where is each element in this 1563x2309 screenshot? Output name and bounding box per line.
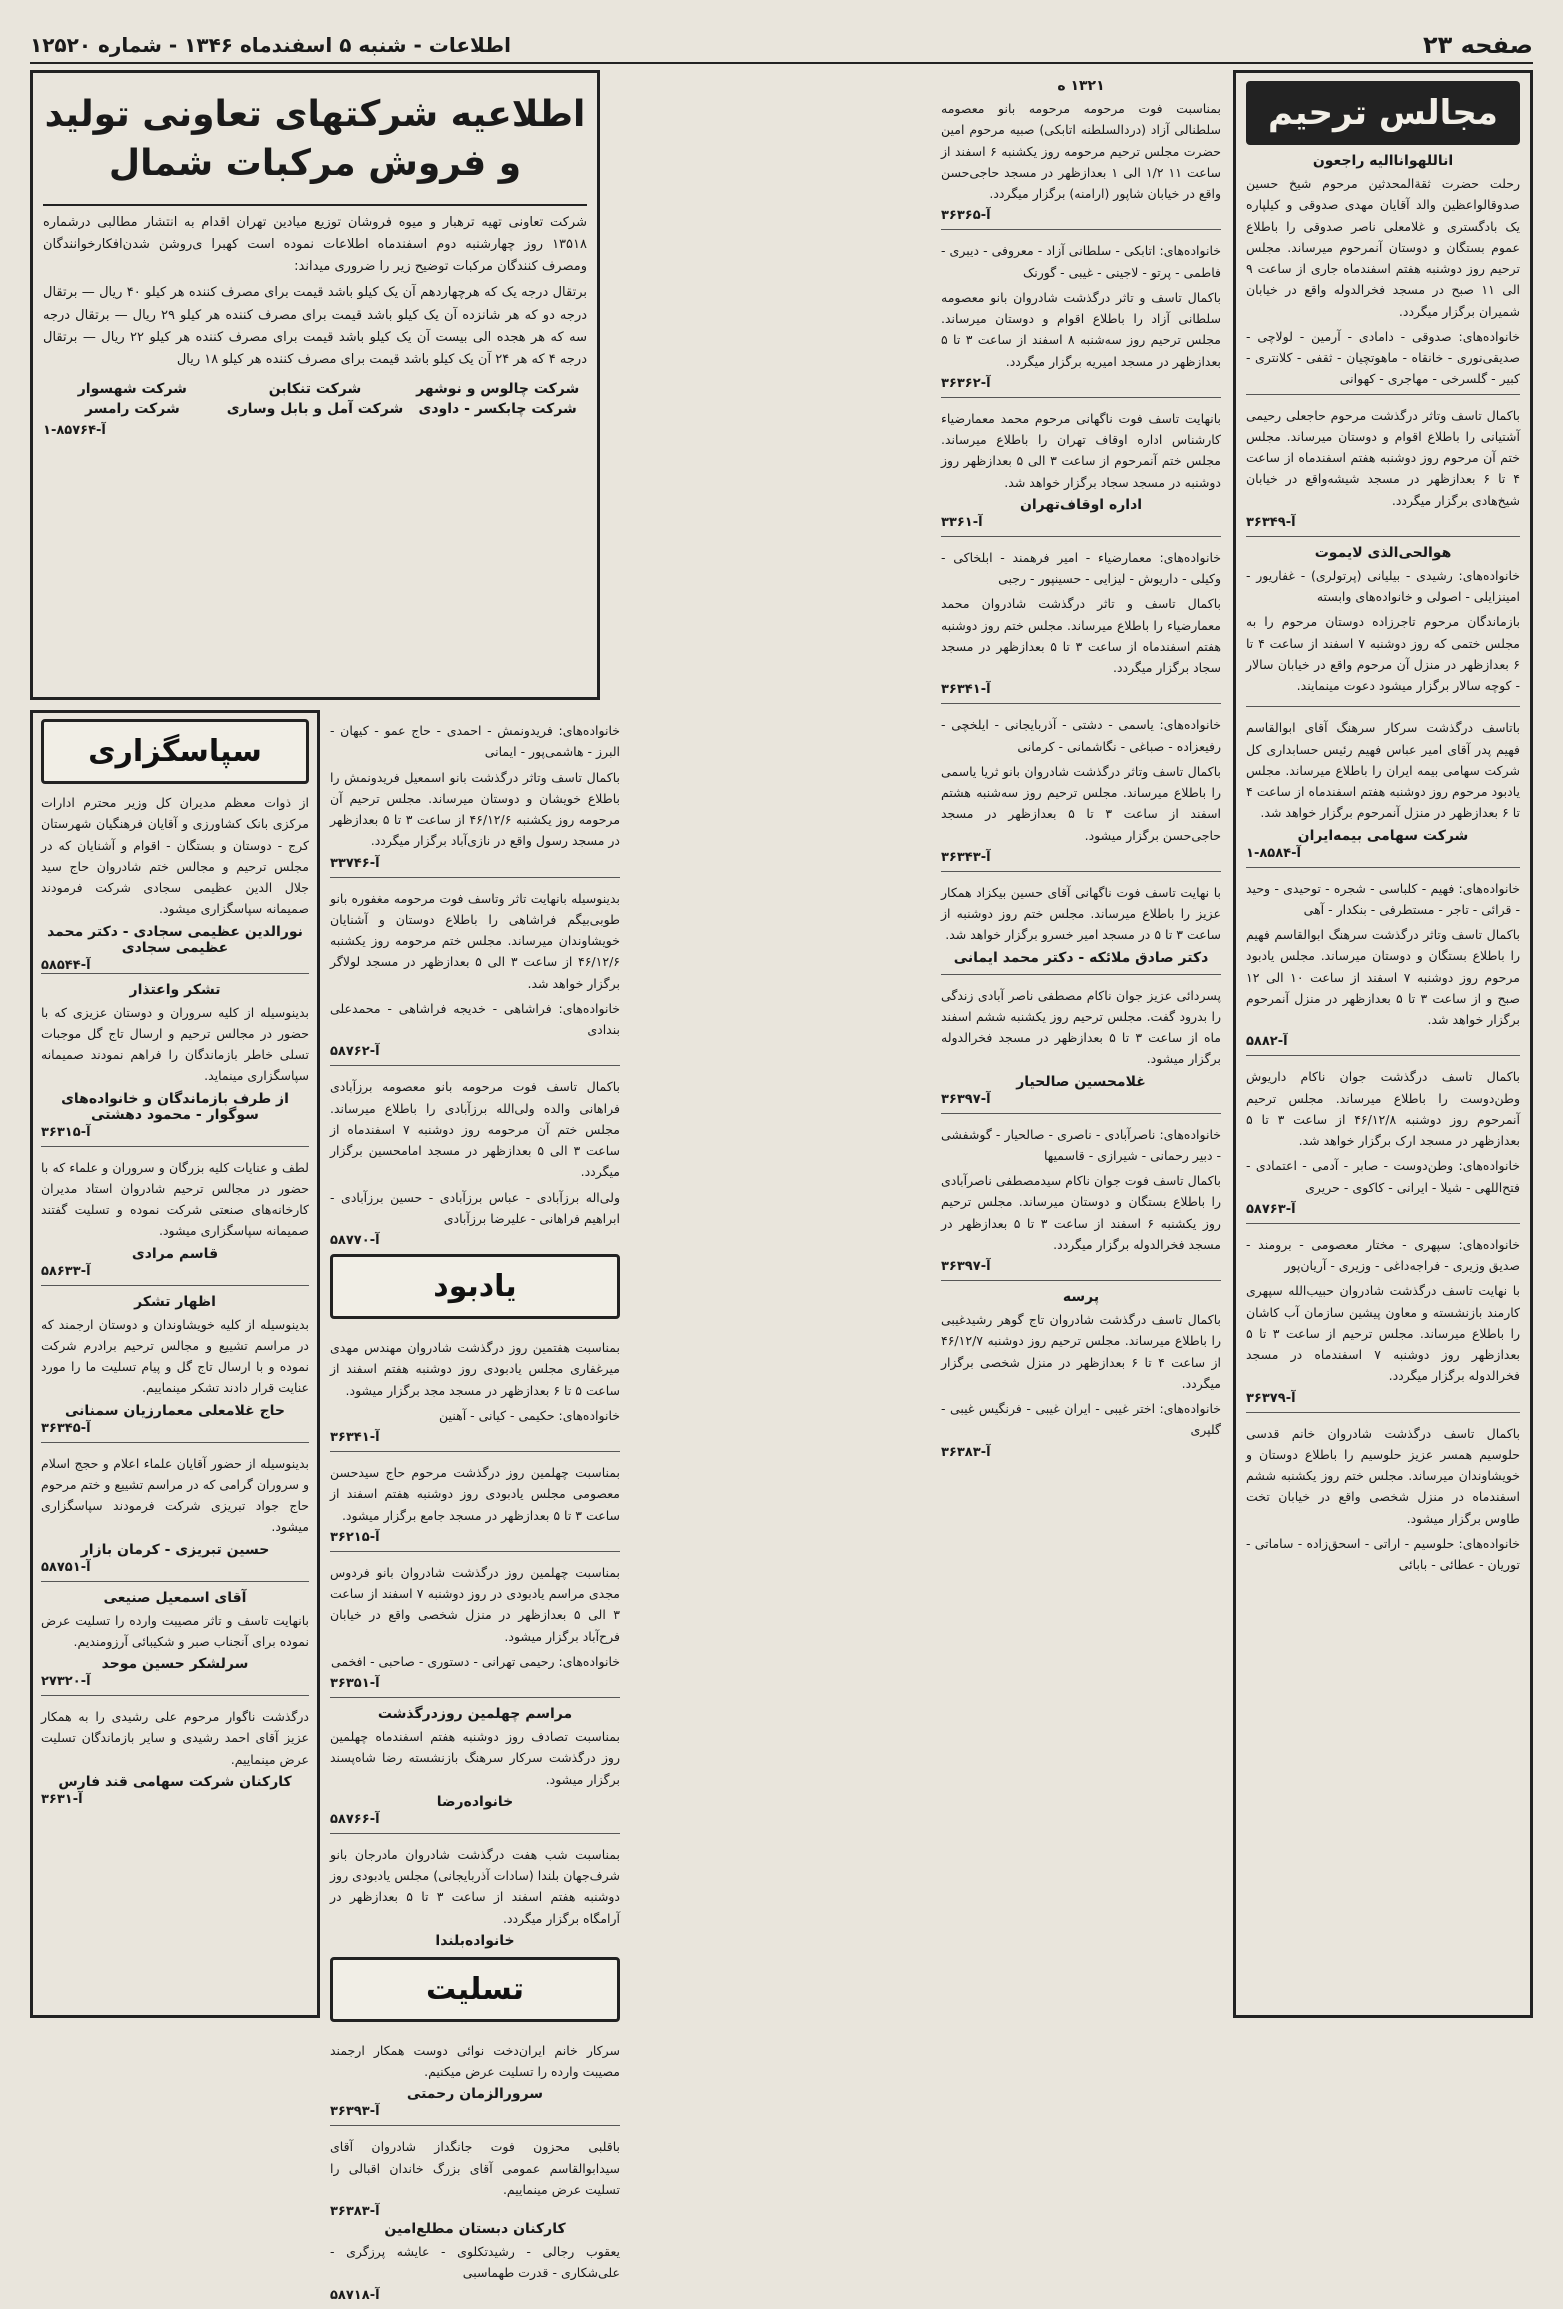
notice-text: باکمال تاسف و تاثر درگذشت شادروان بانو معصومه سلطانی آزاد را باطلاع اقوام و دوستان میرساند. مجلس ترحیم روز سه‌شنبه ۸ اسفند از ساعت ۳ تا ۵ بعدازظهر در مسجد امیریه برگزار میگردد.	[941, 289, 1221, 369]
memorial-notice	[330, 1833, 620, 1957]
thanks-text: درگذشت ناگوار مرحوم علی رشیدی را به همکار عزیز آقای احمد رشیدی و سایر بازماندگان تسلیت عرض مینماییم.	[41, 1709, 309, 1767]
memorial-text: بمناسبت شب هفت درگذشت شادروان مادرجان بانو شرف‌جهان بلندا (سادات آذربایجانی) مجلس یادبودی روز دوشنبه هفتم اسفند از ساعت ۳ تا ۵ بعدازظهر در آرامگاه برگزار میگردد.	[330, 1846, 620, 1926]
notice-families: خانواده‌های: حلوسیم - اراتی - اسحق‌زاده - ساماتی - توریان - عطائی - بابائی	[1246, 1535, 1520, 1572]
notice	[941, 703, 1221, 871]
condolence-code: آ-۵۸۷۱۸	[330, 2287, 380, 2303]
thanks-box	[30, 710, 320, 2018]
memorial-signature: خانواده‌بلندا	[435, 1932, 515, 1949]
thanks-signature: از طرف بازماندگان و خانواده‌های سوگوار - محمود دهشتی	[61, 1090, 289, 1123]
notice-text: بمناسبت فوت مرحومه مرحومه بانو معصومه سلطنالی آزاد (دردالسلطنه اتابکی) صبیه مرحوم امین حضرت مجلس ترحیم مرحومه روز یکشنبه ۶ اسفند از ساعت ۱۱ ۱/۲ الی ۱ بعدازظهر در مسجد حاجی‌حسن واقع در خیابان شاپور (ارامنه) برگزار میگردد.	[941, 101, 1221, 201]
notice-text: باکمال تاسف وتاثر درگذشت سرهنگ ابوالقاسم فهیم را باطلاع بستگان و دوستان میرساند. مجلس یادبود مرحوم روز دوشنبه ۷ اسفند از ساعت ۱۰ الی ۱۲ صبح و از ساعت ۳ تا ۵ بعدازظهر در منزل آنمرحوم برگزار خواهد شد.	[1246, 927, 1520, 1027]
notice-text: باکمال تاسف درگذشت شادروان خانم قدسی حلوسیم همسر عزیز حلوسیم را باطلاع دوستان و خویشاوندان میرساند. مجلس ختم روز یکشنبه ششم اسفندماه در منزل شخصی واقع در خیابان تخت طاوس برگزار میشود.	[1246, 1425, 1520, 1526]
notice-families: خانواده‌های: رشیدی - بیلیانی (پرتولری) - غفاریور - امینزایلی - اصولی و خانواده‌های وابسته	[1246, 567, 1520, 604]
notice-code: آ-۳۶۳۴۱	[941, 682, 991, 698]
thanks-text: لطف و عنایات کلیه بزرگان و سروران و علماء که با حضور در مجالس ترحیم شادروان استاد مدیران کارخانه‌های صنعتی شرکت نموده و تسلیت گفتند صمیمانه سپاسگزاری میشود.	[41, 1159, 309, 1239]
notice	[1246, 867, 1520, 1056]
thanks-signature: حاج غلامعلی معمارزیان سمنانی	[64, 1402, 286, 1419]
notice-code: آ-۵۸۸۲	[1246, 1034, 1288, 1050]
notice-text: بازماندگان مرحوم تاجرزاده دوستان مرحوم را به مجلس ختمی که روز دوشنبه ۷ اسفند از ساعت ۴ تا ۶ بعدازظهر در منزل آن مرحوم واقع در خیابان سالار - کوچه سالار برگزار میشود دعوت مینمایند.	[1246, 614, 1521, 693]
ad-title: اطلاعیه شرکتهای تعاونی تولید و فروش مرکبات شمال	[44, 94, 586, 184]
notice-families: خانواده‌های: فهیم - کلباسی - شجره - توحیدی - وحید - قرائی - تاجر - مستطرفی - بنکدار - آهی	[1246, 880, 1520, 917]
thanks-signature: حسین تبریزی - کرمان بازار	[80, 1541, 270, 1558]
notice-text: باکمال تاسف و تاثر درگذشت شادروان محمد معمارضیاء را باطلاع میرساند. مجلس ختم روز دوشنبه هفتم اسفندماه از ساعت ۳ تا ۵ بعدازظهر در مسجد سجاد برگزار میگردد.	[941, 596, 1221, 675]
notice-text: بانهایت تاسف فوت ناگهانی مرحوم محمد معمارضیاء کارشناس اداره اوقاف تهران را باطلاع میرساند. مجلس ختم آنمرحوم از ساعت ۳ الی ۵ بعدازظهر روز دوشنبه در مسجد سجاد برگزار خواهد شد.	[941, 410, 1221, 490]
thanks-heading: تشکر واعتذار	[129, 981, 221, 998]
memorial-text: بمناسبت چهلمین روز درگذشت شادروان بانو فردوس مجدی مراسم یادبودی در روز دوشنبه ۷ اسفند از ساعت ۳ الی ۵ بعدازظهر در منزل شخصی واقع در خیابان فرح‌آباد برگزار میشود.	[330, 1564, 620, 1644]
ad-prices: برتقال درجه یک که هرچهاردهم آن یک کیلو باشد قیمت برای مصرف کننده هر کیلو ۴۰ ریال — برتقال درجه دو که هر شانزده آن یک کیلو باشد قیمت برای مصرف کننده هر کیلو ۲۹ ریال — برتقال درجه سه که هر هجده الی بیست آن یک کیلو باشد قیمت برای مصرف کننده هر کیلو ۲۲ ریال — برتقال درجه ۴ که هر ۲۴ آن یک کیلو باشد قیمت برای مصرف کننده هر کیلو ۱۸ ریال	[43, 285, 588, 367]
memorial-code: آ-۳۶۲۱۵	[330, 1529, 380, 1545]
notice-text: با نهایت تاسف فوت ناگهانی آقای حسین بیکزاد همکار عزیز را باطلاع میرساند. مجلس ختم روز دوشنبه از ساعت ۳ تا ۵ در مسجد امیر خسرو برگزار خواهد شد.	[941, 884, 1221, 943]
thanks-code: آ-۳۶۳۴۵	[41, 1420, 91, 1436]
notice	[1246, 536, 1520, 707]
notice-signature: دکتر صادق ملائکه - دکتر محمد ایمانی	[953, 949, 1209, 966]
memorial-notice	[330, 1451, 620, 1551]
thanks-signature: سرلشکر حسین موحد	[101, 1656, 249, 1672]
notice-signature: غلامحسین صالحیار	[1016, 1073, 1146, 1090]
masthead: اطلاعات - شنبه ۵ اسفندماه ۱۳۴۶ - شماره ۱۲۵۲۰	[30, 33, 511, 57]
notice	[330, 877, 620, 1066]
notice-families: خانواده‌های: ناصرآبادی - ناصری - صالحیار - گوشفشی - دبیر رحمانی - شیرازی - قاسمیها	[941, 1126, 1221, 1163]
memorial-notice	[330, 1327, 620, 1451]
condolence-text: سرکار خانم ایران‌دخت نوائی دوست همکار ارجمند مصیبت وارده را تسلیت عرض میکنیم.	[330, 2042, 620, 2079]
notice	[1246, 394, 1520, 536]
memorial-notice	[330, 1697, 620, 1833]
ad-signature: شرکت رامسر	[84, 400, 180, 417]
notice-code: آ-۳۶۳۷۹	[1246, 1390, 1296, 1406]
memorial-text: بمناسبت هفتمین روز درگذشت شادروان مهندس مهدی میرغفاری مجلس یادبودی روز دوشنبه هفتم اسفند از ساعت ۵ تا ۶ بعدازظهر در مسجد مجد برگزار میشود.	[330, 1340, 620, 1398]
notice-text: باکمال تاسف درگذشت شادروان تاج گوهر رشیدغیبی را باطلاع میرساند. مجلس ترحیم روز دوشنبه ۴۶/۱۲/۷ از ساعت ۴ تا ۶ بعدازظهر در منزل شخصی برگزار میگردد.	[941, 1312, 1221, 1391]
memorial-code: آ-۵۸۷۶۶	[330, 1811, 380, 1827]
notice-code: آ-۳۶۳۹۷	[941, 1091, 991, 1107]
thanks-code: آ-۵۸۶۳۳	[41, 1263, 91, 1279]
notice	[1246, 1412, 1520, 1586]
thanks-notice	[41, 1146, 309, 1285]
thanks-code: آ-۳۶۳۱	[41, 1791, 83, 1807]
notice	[330, 1065, 620, 1254]
notice-code: آ-۳۶۳۴۳	[941, 849, 991, 865]
memorial-text: بمناسبت چهلمین روز درگذشت مرحوم حاج سیدحسن معصومی مجلس یادبودی روز دوشنبه هفتم اسفند از ساعت ۳ تا ۵ بعدازظهر در مسجد جامع برگزار میشود.	[330, 1465, 620, 1523]
notice-families: خانواده‌های: اتابکی - سلطانی آزاد - معروفی - دیبری - فاطمی - پرتو - لاجینی - غیبی - گورنک	[941, 243, 1221, 280]
notice-families: خانواده‌های: اختر غیبی - ایران غیبی - فرنگیس غیبی - گلپری	[941, 1401, 1221, 1438]
memorial-families: خانواده‌های: حکیمی - کیانی - آهنین	[439, 1407, 620, 1423]
notice-heading: اناللهوانااليه راجعون	[1312, 153, 1454, 169]
thanks-heading: اظهار تشکر	[134, 1293, 216, 1310]
ad-signature: شرکت شهسوار	[77, 380, 187, 397]
thanks-code: آ-۲۷۳۲۰	[41, 1674, 91, 1689]
notice-text: پسردائی عزیز جوان ناکام مصطفی ناصر آبادی زندگی را بدرود گفت. مجلس ترحیم روز یکشنبه ششم اسفند ماه از ساعت ۳ تا ۵ بعدازظهر در مسجد فخرالدوله برگزار میشود.	[941, 987, 1222, 1067]
notice-code: آ-۳۶۳۶۵	[941, 208, 991, 224]
notice-families: خانواده‌های: فریدونمش - احمدی - حاج عمو - کیهان - البرز - هاشمی‌پور - ایمانی	[330, 723, 620, 760]
condolence-notice	[330, 2125, 620, 2308]
condolence-code: آ-۳۶۳۹۳	[330, 2104, 380, 2120]
notice	[941, 397, 1221, 536]
thanks-notice	[41, 1285, 309, 1442]
condolence-notice	[330, 2030, 620, 2126]
notice-signature: شرکت سهامی بیمه‌ایران	[1297, 827, 1469, 844]
condolence-text: باقلبی محزون فوت جانگداز شادروان آقای سیدابوالقاسم عمومی آقای بزرگ خاندان اقبالی را تسلیت عرض مینماییم.	[330, 2139, 620, 2197]
notice-code: آ-۳۶۳۶۲	[941, 375, 991, 391]
thanks-signature: کارکنان شرکت سهامی قند فارس	[58, 1773, 292, 1790]
notice-text: با نهایت تاسف درگذشت شادروان حبیب‌الله سپهری کارمند بازنشسته و معاون پیشین سازمان آب کاشان را باطلاع میرساند. مجلس ترحیم از ساعت ۳ تا ۵ بعدازظهر روز دوشنبه ۷ اسفندماه در مسجد فخرالدوله برگزار میگردد.	[1246, 1283, 1520, 1384]
ad-signature: شرکت تنکابن	[268, 380, 362, 397]
notice	[941, 1113, 1221, 1281]
notice-families: خانواده‌های: سپهری - مختار معصومی - برومند - صدیق وزیری - فراجه‌داغی - وزیری - آریان‌پور	[1246, 1236, 1520, 1273]
notice-signature: اداره اوقاف‌تهران	[1019, 496, 1143, 513]
notice-code: آ-۳۶۳۴۹	[1246, 514, 1296, 530]
thanks-signature: نورالدین عظیمی سجادی - دکتر محمد عظیمی سجادی	[47, 923, 303, 956]
column-left	[30, 710, 320, 2018]
thanks-text: بدینوسیله از حضور آقایان علماء اعلام و حجج اسلام و سروران گرامی که در مراسم تشییع و ختم مرحوم حاج جواد تبریزی شرکت فرمودند سپاسگزاری میشود.	[41, 1455, 309, 1535]
thanks-text: از ذوات معظم مدیران کل وزیر محترم ادارات مرکزی بانک کشاورزی و آقایان فرهنگیان شهرستان کرج - دوستان و بستگان - اقوام و آشنایان که در مجلس ترحیم و مجالس ختم شادروان حاج سید جلال الدین عظیمی سجادی شرکت فرمودند صمیمانه سپاسگزاری میشود.	[41, 795, 309, 917]
section-banner-yadbood: یادبود	[330, 1254, 620, 1319]
notice-text: باکمال تاسف فوت مرحومه بانو معصومه برزآبادی فراهانی والده ولی‌الله برزآبادی را باطلاع میرساند. مجلس ختم آن مرحومه روز دوشنبه ۷ اسفندماه از ساعت ۳ الی ۵ بعدازظهر در مسجد امامحسین برگزار میگردد.	[330, 1079, 621, 1180]
memorial-signature: خانواده‌رضا	[436, 1793, 514, 1810]
notice-code: آ-۳۳۷۴۶	[330, 855, 380, 871]
notice-families: خانواده‌های: یاسمی - دشتی - آذربایجانی - ایلخچی - رفیعزاده - صباغی - نگاشمانی - کرمانی	[941, 717, 1221, 754]
notice-code: آ-۵۸۷۶۲	[330, 1044, 380, 1060]
notice	[941, 974, 1221, 1113]
thanks-notice	[41, 1695, 309, 1813]
thanks-text: بانهایت تاسف و تاثر مصیبت وارده را تسلیت عرض نموده برای آنجناب صبر و شکیبائی آرزومندیم.	[41, 1612, 309, 1649]
notice-families: خانواده‌های: فراشاهی - خدیجه فراشاهی - محمدعلی بندادی	[330, 1000, 620, 1037]
notice-code: آ-۵۸۷۷۰	[330, 1233, 380, 1248]
memorial-notice	[330, 1551, 620, 1697]
thanks-notice	[41, 1581, 309, 1696]
condolence-code: آ-۳۶۳۸۳	[330, 2204, 380, 2219]
notice	[941, 1280, 1221, 1466]
notice-families: خانواده‌های: صدوقی - دامادی - آرمین - لولاچی - صدیقی‌نوری - خانقاه - ماهوتچیان - ثقفی - کلانتری - کبیر - گلسرخی - مهاجری - کهوانی	[1246, 328, 1520, 387]
thanks-code: آ-۳۶۳۱۵	[41, 1124, 91, 1140]
notice-text: باکمال تاسف وتاثر درگذشت شادروان بانو ثریا یاسمی را باطلاع میرساند. مجلس ترحیم روز سه‌شنبه هشتم اسفند از ساعت ۳ تا ۵ بعدازظهر در مسجد حاجی‌حسن برگزار میشود.	[941, 763, 1221, 843]
section-banner-sepasgozari: سپاسگزاری	[41, 719, 309, 784]
notice-heading: پرسه	[1062, 1289, 1100, 1305]
page-header	[30, 28, 1533, 64]
ad-code: آ-۸۵۷۶۴-۱	[43, 422, 106, 438]
memorial-code: آ-۳۶۳۵۱	[330, 1676, 380, 1691]
notice-text: باکمال تاسف وتاثر درگذشت بانو اسمعیل فریدونمش را باطلاع خویشان و دوستان میرساند. مجلس ترحیم آن مرحومه روز یکشنبه ۴۶/۱۲/۶ از ساعت ۳ تا ۵ بعدازظهر در مسجد رسول واقع در نازی‌آباد برگزار میگردد.	[330, 769, 621, 849]
section-banner-tasliyat: تسلیت	[330, 1957, 620, 2022]
condolence-names: یعقوب رجالی - رشیدتکلوی - عایشه پرزگری - علی‌شکاری - قدرت طهماسبی	[330, 2244, 620, 2281]
column-mid-right	[941, 70, 1221, 2018]
thanks-code: آ-۵۸۵۴۴	[41, 957, 91, 973]
notice-families: خانواده‌های: وطن‌دوست - صابر - آدمی - اعتمادی - فتح‌اللهی - شیلا - ایرانی - کاکوی - حریری	[1246, 1158, 1520, 1195]
notice-families: خانواده‌های: معمارضیاء - امیر فرهمند - ابلخاکی - وکیلی - داریوش - لیزایی - حسینپور - رجبی	[941, 549, 1221, 586]
notice-code: آ-۳۳۶۱	[941, 514, 983, 530]
notice-text: بدینوسیله بانهایت تاثر وتاسف فوت مرحومه مغفوره بانو طوبی‌بیگم فراشاهی را باطلاع دوستان و آشنایان خویشاوندان میرساند. مجلس ختم مرحومه روز یکشنبه ۴۶/۱۲/۶ از ساعت ۳ الی ۵ بعدازظهر در مسجد لولاگر برگزار خواهد شد.	[330, 890, 620, 991]
thanks-text: بدینوسیله از کلیه خویشاوندان و دوستان ارجمند که در مراسم تشییع و مجالس ترحیم برادرم شرکت نموده و با ارسال تاج گل و پیام تسلیت ما را مورد عنایت قرار دادند تشکر مینماییم.	[41, 1316, 309, 1396]
notice	[941, 871, 1221, 974]
column-mid-left	[330, 710, 621, 2303]
notice-code: آ-۳۶۳۸۳	[941, 1444, 991, 1460]
notice-text: باکمال تاسف وتاثر درگذشت مرحوم حاجعلی رحیمی آشتیانی را باطلاع اقوام و دوستان میرساند. مجلس ختم آن مرحوم روز دوشنبه هفتم اسفندماه از ساعت ۴ تا ۶ بعدازظهر در مسجد شیشه‌واقع در خیابان شیخ‌هادی برگزار میگردد.	[1246, 407, 1520, 508]
thanks-signature: قاسم مرادی	[131, 1245, 219, 1262]
notice	[330, 710, 620, 877]
thanks-notice	[41, 1442, 309, 1581]
notice-text: رحلت حضرت ثقةالمحدثین مرحوم شیخ حسین صدوقالواعظین والد آقایان مهدی صدوقی و کیلپاره یک بادگستری و غلامعلی ناصر صدوقی را باطلاع عموم بستگان و دوستان آنمرحوم میرساند. مجلس ترحیم روز دوشنبه هفتم اسفندماه جاری از ساعت ۹ الی ۱۱ صبح در مسجد فخرالدوله واقع در خیابان شمیران برگزار میگردد.	[1246, 176, 1520, 319]
citrus-cooperative-ad	[30, 70, 600, 700]
ad-signature: شرکت آمل و بابل وساری	[226, 400, 404, 417]
notice	[1246, 1055, 1520, 1223]
notice	[941, 229, 1221, 397]
memorial-code: آ-۳۶۳۴۱	[330, 1430, 380, 1445]
memorial-text: بمناسبت تصادف روز دوشنبه هفتم اسفندماه چهلمین روز درگذشت سرکار سرهنگ بازنشسته رضا شاه‌پسند برگزار میشود.	[330, 1729, 620, 1787]
divider	[43, 204, 587, 206]
notice-text: باکمال تاسف درگذشت جوان ناکام داریوش وطن‌دوست را باطلاع میرساند. مجلس ترحیم آنمرحوم روز دوشنبه ۴۶/۱۲/۸ از ساعت ۳ تا ۵ بعدازظهر در مسجد ارک برگزار خواهد شد.	[1246, 1069, 1520, 1148]
notice-heading: هوالحی‌الذی لایموت	[1314, 544, 1452, 561]
ad-signature: شرکت چالوس و نوشهر	[416, 380, 580, 397]
notice-code: آ-۵۸۷۶۳	[1246, 1201, 1296, 1217]
notice	[941, 536, 1221, 704]
thanks-notice	[41, 973, 309, 1146]
notice-text: باتاسف درگذشت سرکار سرهنگ آقای ابوالقاسم فهیم پدر آقای امیر عباس فهیم رئیس حسابداری کل شرکت سهامی بیمه ایران را باطلاع میرساند. مجلس یادبود مرحوم روز دوشنبه هفتم اسفندماه از ساعت ۴ تا ۶ بعدازظهر در منزل آنمرحوم برگزار خواهد شد.	[1246, 720, 1520, 821]
notice-code: آ-۳۶۳۹۷	[941, 1259, 991, 1274]
memorial-heading: مراسم چهلمین روزدرگذشت	[377, 1706, 573, 1722]
condolence-signature: سرورالزمان رحمتی	[406, 2086, 544, 2103]
obituaries-box	[1233, 70, 1533, 2018]
thanks-code: آ-۵۸۷۵۱	[41, 1559, 91, 1575]
ad-signatures	[43, 381, 587, 417]
condolence-signature: کارکنان دبستان مطلع‌امین	[384, 2221, 566, 2237]
notice	[1246, 1223, 1520, 1412]
notice-families: ولی‌اله برزآبادی - عباس برزآبادی - حسین برزآبادی - ابراهیم فراهانی - علیرضا برزآبادی	[330, 1189, 620, 1226]
thanks-text: بدینوسیله از کلیه سروران و دوستان عزیزی که با حضور در مجالس ترحیم و ارسال تاج گل موجبات تسلی خاطر بازماندگان را فراهم نمودند صمیمانه سپاسگزاری مینماید.	[41, 1004, 309, 1084]
ad-signature: شرکت چابکسر - داودی	[418, 400, 577, 417]
section-banner-tarhim: مجالس ترحیم	[1246, 81, 1520, 145]
notice	[1246, 706, 1520, 866]
notice	[941, 70, 1221, 229]
ad-intro: شرکت تعاونی تهیه ترهبار و میوه فروشان توزیع میادین تهران اقدام به انتشار مطالبی درشماره ۱۳۵۱۸ روز چهارشنبه دوم اسفندماه اطلاعات نموده است کهبرا ی‌روشن شدن‌افکارخوانندگان ومصرف کنندگان مرکبات توضیح زیر را ضروری میداند:	[43, 215, 587, 275]
notice-heading: ۱۳۲۱ ه	[1057, 78, 1105, 94]
memorial-families: خانواده‌های: رحیمی تهرانی - دستوری - صاحبی - افخمی	[330, 1653, 620, 1669]
page-number: صفحه ۲۳	[1423, 31, 1533, 59]
notice-code: آ-۸۵۸۴-۱	[1246, 845, 1301, 861]
notice-text: باکمال تاسف فوت جوان ناکام سیدمصطفی ناصرآبادی را باطلاع بستگان و دوستان میرساند. مجلس ترحیم روز یکشنبه ۶ اسفند از ساعت ۳ تا ۵ بعدازظهر در مسجد فخرالدوله برگزار میگردد.	[941, 1173, 1221, 1252]
column-right	[1233, 70, 1533, 2018]
thanks-heading: آقای اسمعیل صنیعی	[103, 1589, 247, 1606]
